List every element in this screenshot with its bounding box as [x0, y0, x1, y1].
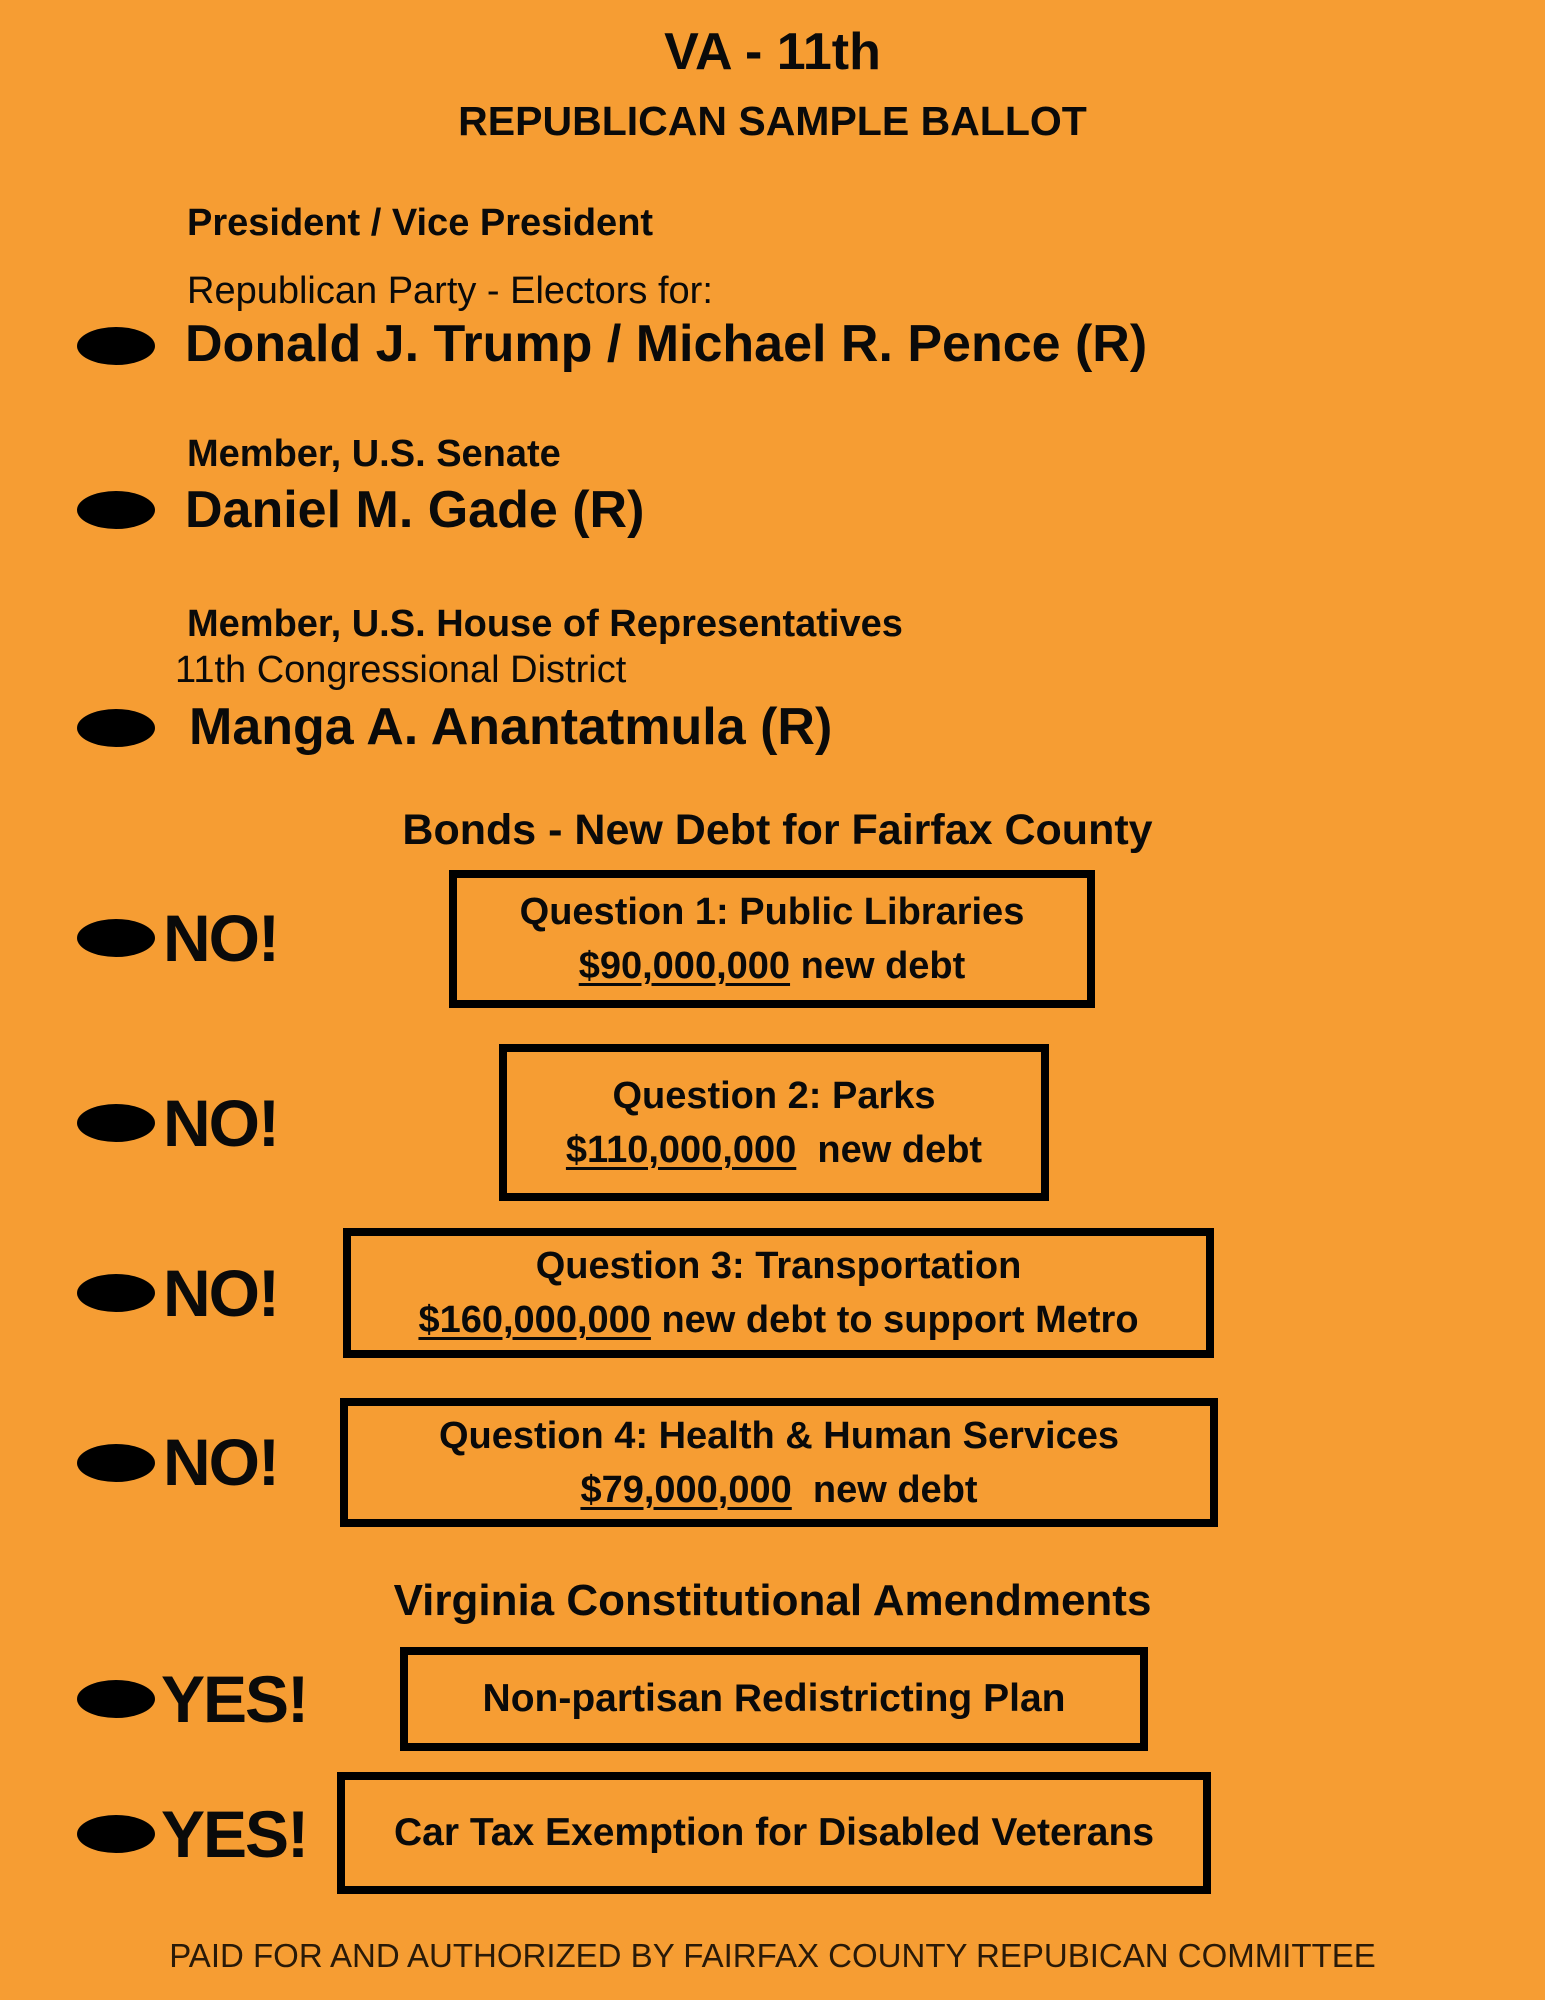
bond-q4-title: Question 4: Health & Human Services [439, 1414, 1119, 1457]
senate-candidate: Daniel M. Gade (R) [185, 481, 645, 539]
bonds-heading: Bonds - New Debt for Fairfax County [402, 806, 1153, 854]
amendment-1-vote: YES! [161, 1662, 308, 1736]
amendment-2-title: Car Tax Exemption for Disabled Veterans [393, 1811, 1155, 1854]
bond-q3-box [343, 1228, 1214, 1358]
amendment-1-box [400, 1647, 1148, 1751]
amendments-heading: Virginia Constitutional Amendments [393, 1576, 1152, 1625]
bond-q3-amount-line [418, 1293, 1138, 1347]
bond-q2-vote-oval[interactable] [77, 1104, 155, 1142]
bond-q4-suffix: new debt [791, 1468, 978, 1511]
amendment-2-vote-oval[interactable] [77, 1815, 155, 1853]
bond-q2-vote: NO! [163, 1086, 278, 1160]
president-office-label: President / Vice President [187, 202, 654, 244]
bond-q1-suffix: new debt [790, 945, 966, 987]
bond-q1-amount-line [579, 939, 966, 993]
bond-q1-box [449, 870, 1095, 1008]
bond-q2-title: Question 2: Parks [612, 1074, 936, 1117]
bond-q4-vote: NO! [163, 1425, 278, 1499]
footer-disclaimer: PAID FOR AND AUTHORIZED BY FAIRFAX COUNTY REPUBICAN COMMITTEE [169, 1937, 1376, 1974]
president-vote-oval[interactable] [77, 327, 155, 365]
bond-q1-vote-oval[interactable] [77, 919, 155, 957]
president-subtitle: Republican Party - Electors for: [187, 270, 713, 312]
bond-q1-vote: NO! [163, 901, 278, 975]
house-office-label: Member, U.S. House of Representatives [187, 603, 903, 645]
house-district-label: 11th Congressional District [175, 649, 627, 691]
bond-q2-amount: $110,000,000 [565, 1128, 797, 1171]
bond-q3-amount: $160,000,000 [418, 1299, 651, 1341]
bond-q1-title: Question 1: Public Libraries [519, 891, 1025, 933]
senate-vote-oval[interactable] [77, 491, 155, 529]
bond-q1-amount: $90,000,000 [578, 945, 791, 987]
bond-q3-vote: NO! [163, 1256, 278, 1330]
bond-q4-vote-oval[interactable] [77, 1444, 155, 1482]
bond-q2-box [499, 1044, 1049, 1201]
house-candidate: Manga A. Anantatmula (R) [189, 698, 833, 756]
house-vote-oval[interactable] [77, 709, 155, 747]
bond-q3-vote-oval[interactable] [77, 1274, 155, 1312]
senate-office-label: Member, U.S. Senate [187, 433, 561, 475]
president-candidate: Donald J. Trump / Michael R. Pence (R) [185, 315, 1148, 373]
amendment-2-box [337, 1772, 1211, 1894]
bond-q4-box [340, 1398, 1218, 1527]
bond-q3-suffix: new debt to support Metro [650, 1299, 1139, 1341]
amendment-1-title: Non-partisan Redistricting Plan [482, 1677, 1066, 1720]
amendment-1-vote-oval[interactable] [77, 1680, 155, 1718]
bond-q4-amount-line [580, 1463, 977, 1517]
bond-q2-suffix: new debt [796, 1128, 983, 1171]
bond-q2-amount-line [566, 1123, 982, 1177]
ballot-district: VA - 11th [664, 23, 881, 81]
ballot-title: REPUBLICAN SAMPLE BALLOT [458, 98, 1087, 144]
bond-q4-amount: $79,000,000 [580, 1468, 792, 1511]
amendment-2-vote: YES! [161, 1797, 308, 1871]
bond-q3-title: Question 3: Transportation [535, 1245, 1022, 1287]
